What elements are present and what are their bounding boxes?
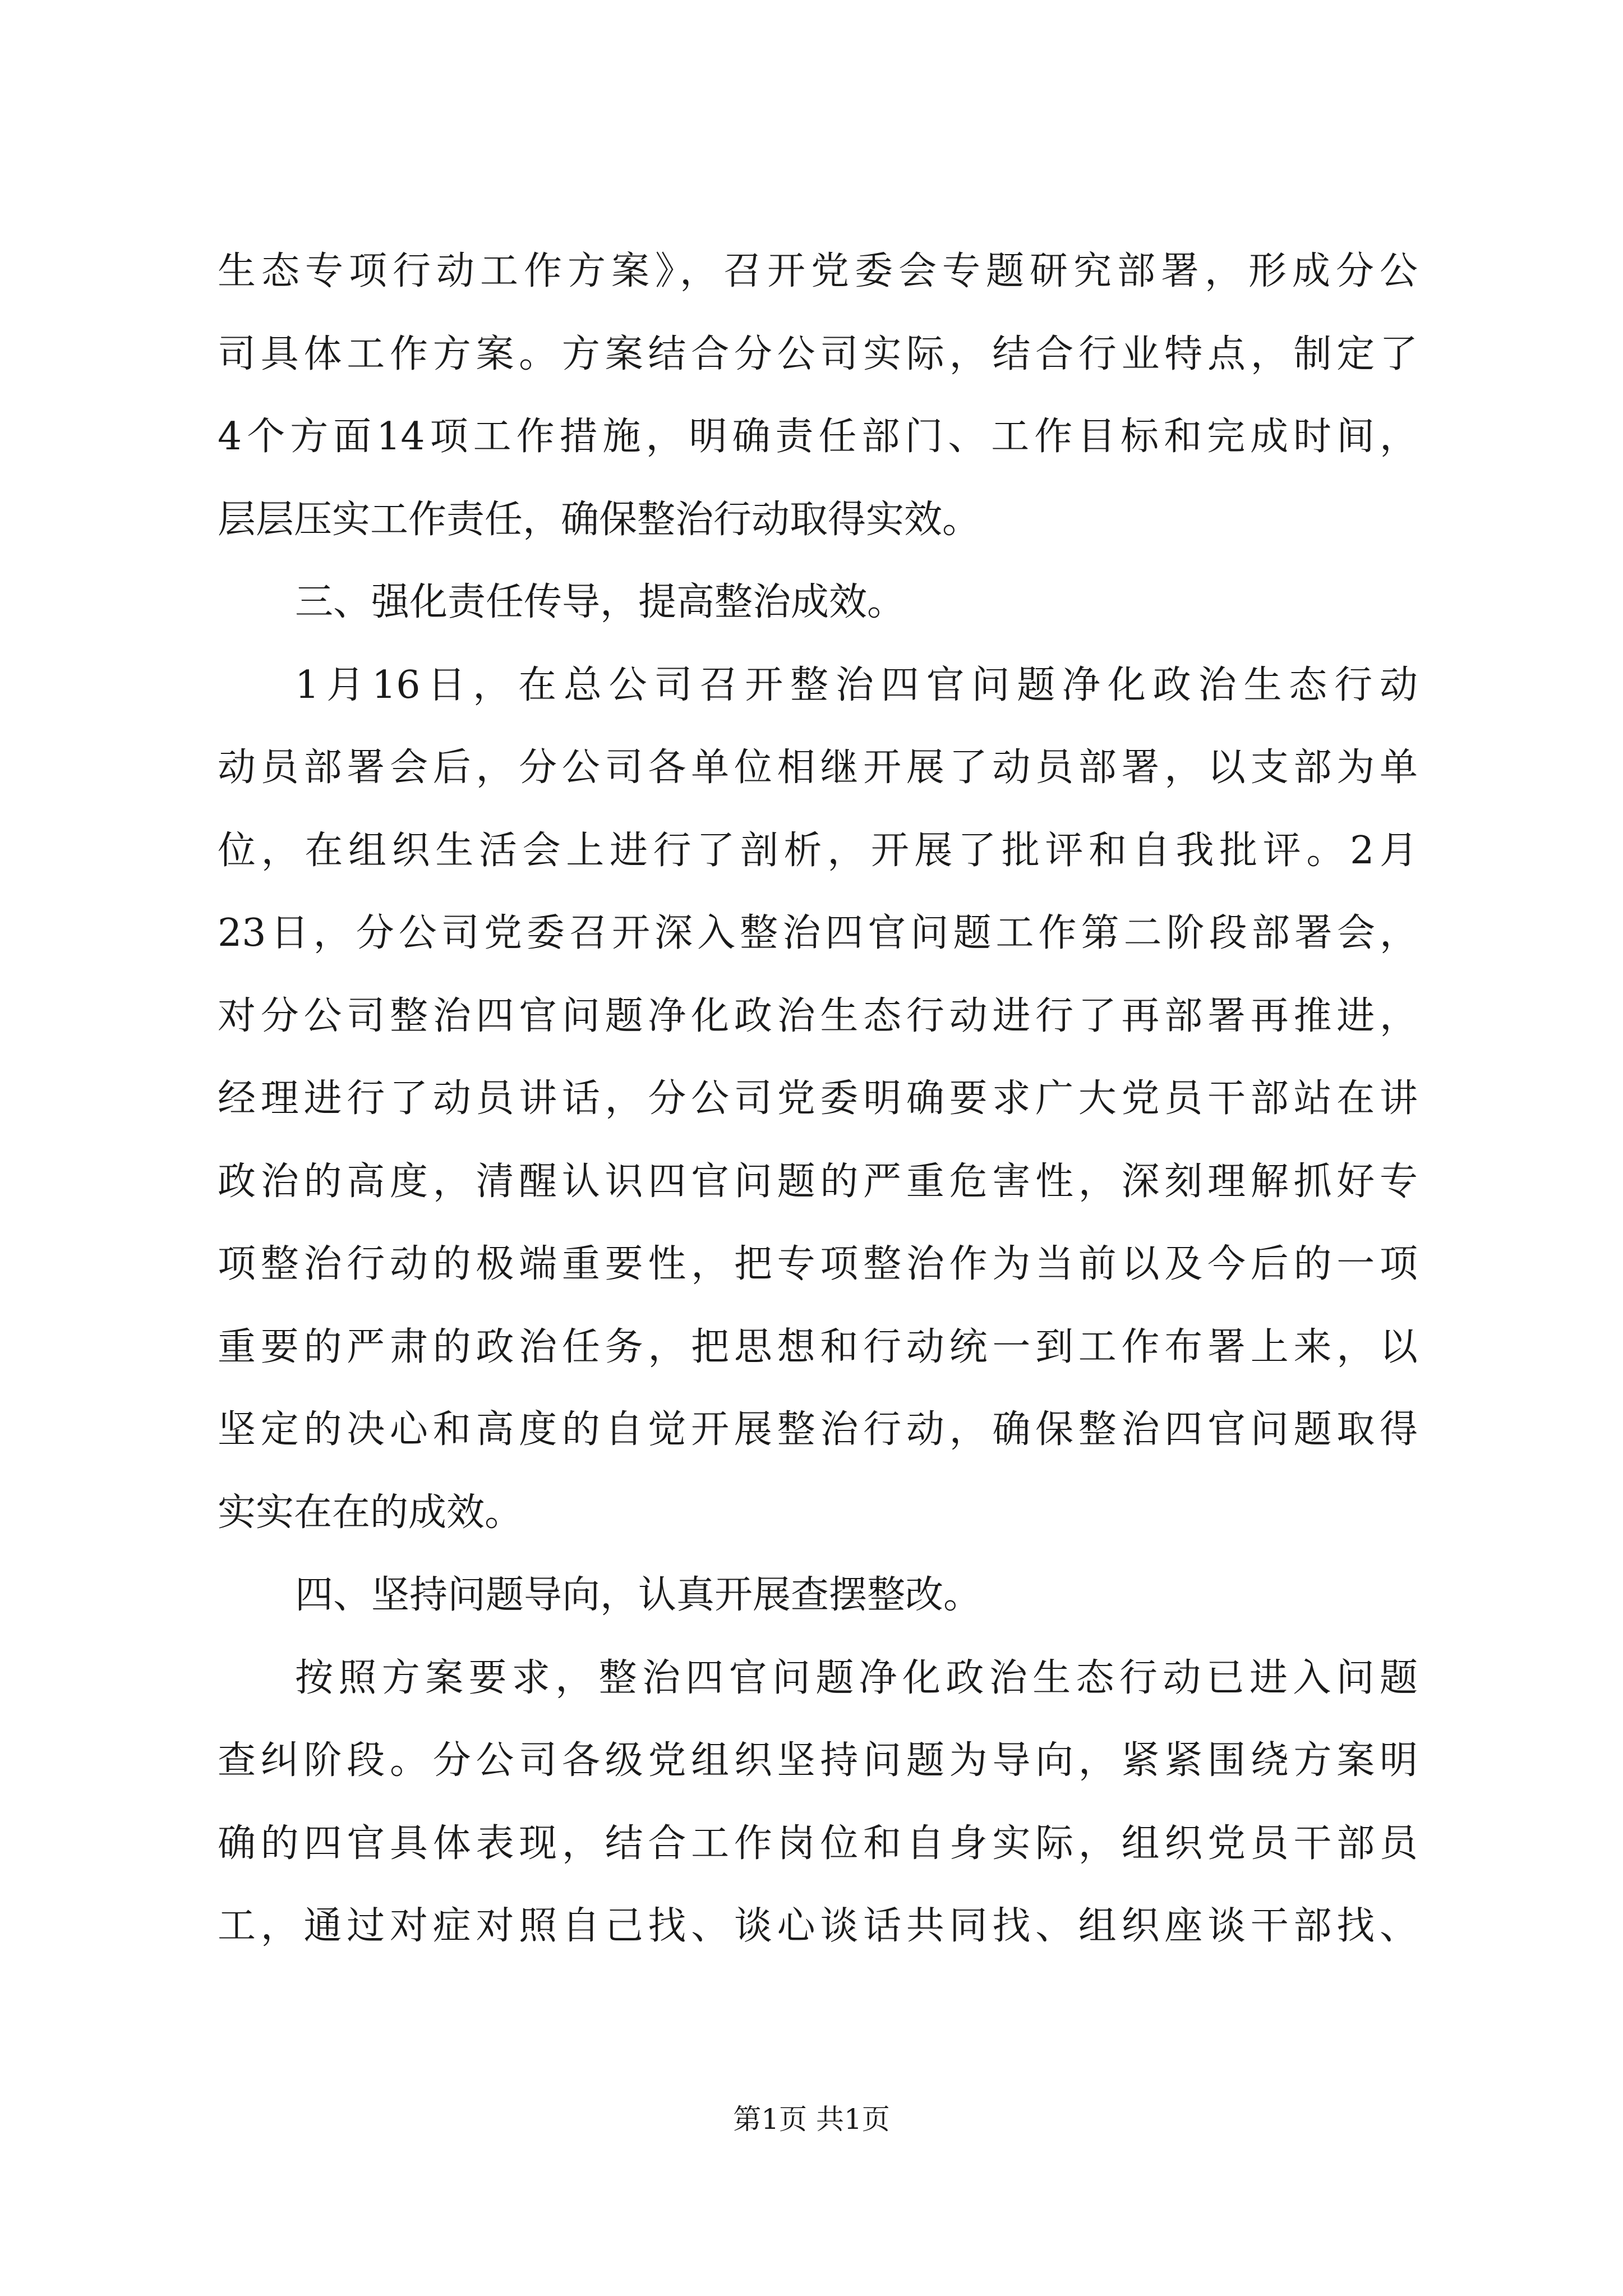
body-line: 23日，分公司党委召开深入整治四官问题工作第二阶段部署会， (218, 911, 1418, 955)
page-number-label: 第1页 共1页 (733, 2103, 890, 2136)
body-line: 实实在在的成效。 (218, 1490, 523, 1535)
body-line: 生态专项行动工作方案》，召开党委会专题研究部署，形成分公 (218, 249, 1418, 293)
section-heading: 四、坚持问题导向，认真开展查摆整改。 (295, 1573, 982, 1617)
body-line: 按照方案要求，整治四官问题净化政治生态行动已进入问题 (295, 1655, 1418, 1700)
body-line: 工，通过对症对照自己找、谈心谈话共同找、组织座谈干部找、 (218, 1904, 1418, 1948)
body-line: 司具体工作方案。方案结合分公司实际，结合行业特点，制定了 (218, 332, 1418, 376)
page-footer (0, 2102, 1623, 2136)
body-line: 4个方面14项工作措施，明确责任部门、工作目标和完成时间， (218, 415, 1418, 459)
document-body (218, 249, 1418, 1990)
body-line: 经理进行了动员讲话，分公司党委明确要求广大党员干部站在讲 (218, 1076, 1418, 1121)
body-line: 项整治行动的极端重要性，把专项整治作为当前以及今后的一项 (218, 1242, 1418, 1286)
body-line: 层层压实工作责任，确保整治行动取得实效。 (218, 497, 981, 542)
body-line: 坚定的决心和高度的自觉开展整治行动，确保整治四官问题取得 (218, 1407, 1418, 1452)
section-heading: 三、强化责任传导，提高整治成效。 (295, 580, 906, 624)
body-line: 位，在组织生活会上进行了剖析，开展了批评和自我批评。2月 (218, 828, 1418, 873)
body-line: 查纠阶段。分公司各级党组织坚持问题为导向，紧紧围绕方案明 (218, 1738, 1418, 1783)
body-line: 政治的高度，清醒认识四官问题的严重危害性，深刻理解抓好专 (218, 1159, 1418, 1204)
body-line: 1月16日，在总公司召开整治四官问题净化政治生态行动 (295, 662, 1418, 707)
body-line: 对分公司整治四官问题净化政治生态行动进行了再部署再推进， (218, 993, 1418, 1038)
body-line: 确的四官具体表现，结合工作岗位和自身实际，组织党员干部员 (218, 1821, 1418, 1866)
body-line: 重要的严肃的政治任务，把思想和行动统一到工作布署上来，以 (218, 1324, 1418, 1369)
body-line: 动员部署会后，分公司各单位相继开展了动员部署，以支部为单 (218, 746, 1418, 790)
